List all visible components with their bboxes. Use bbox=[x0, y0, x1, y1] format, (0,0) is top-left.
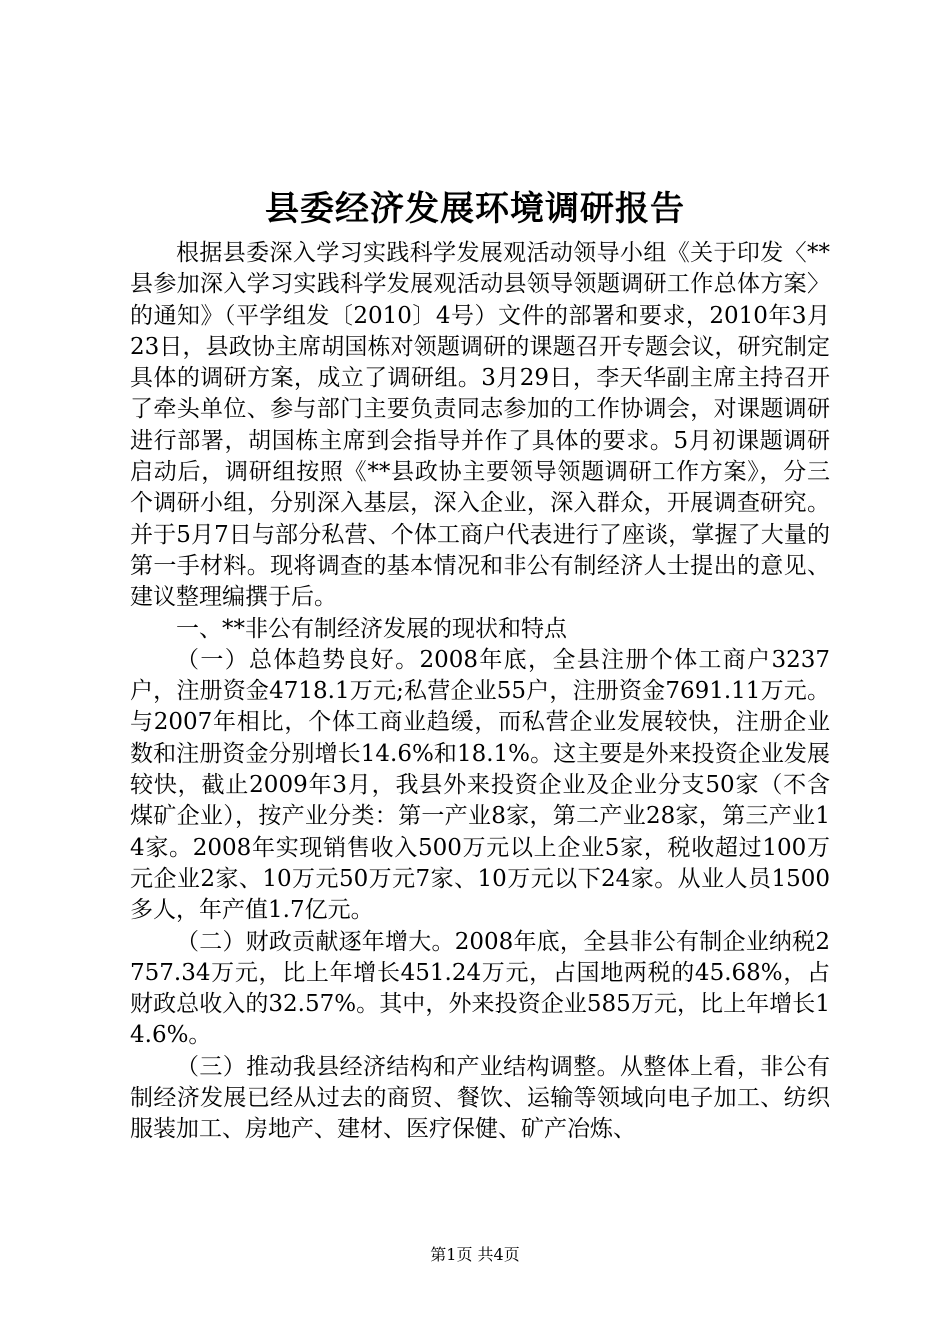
page-footer: 第1页 共4页 bbox=[430, 1245, 520, 1264]
paragraph-structure-adjustment: （三）推动我县经济结构和产业结构调整。从整体上看，非公有制经济发展已经从过去的商贸、餐饮、运输等领域向电子加工、纺织服装加工、房地产、建材、医疗保健、矿产冶炼、 bbox=[130, 1053, 830, 1143]
document-title: 县委经济发展环境调研报告 bbox=[265, 189, 685, 229]
document-body bbox=[130, 238, 830, 1146]
paragraph-overall-trend: （一）总体趋势良好。2008年底，全县注册个体工商户3237户，注册资金4718.1万元;私营企业55户，注册资金7691.11万元。与2007年相比，个体工商业趋缓，而私营企业发展较快，注册企业数和注册资金分别增长14.6%和18.1%。这主要是外来投资企业发展较快，截止2009年3月，我县外来投资企业及企业分支50家（不含煤矿企业），按产业分类：第一产业8家，第二产业28家，第三产业14家。2008年实现销售收入500万元以上企业5家，税收超过100万元企业2家、10万元50万元7家、10万元以下24家。从业人员1500多人，年产值1.7亿元。 bbox=[130, 646, 830, 924]
paragraph-fiscal-contribution: （二）财政贡献逐年增大。2008年底，全县非公有制企业纳税2757.34万元，比上年增长451.24万元，占国地两税的45.68%，占财政总收入的32.57%。其中，外来投资企业585万元，比上年增长14.6%。 bbox=[130, 928, 830, 1049]
paragraph-intro: 根据县委深入学习实践科学发展观活动领导小组《关于印发〈**县参加深入学习实践科学发展观活动县领导领题调研工作总体方案〉的通知》（平学组发〔2010〕4号）文件的部署和要求，2010年3月23日，县政协主席胡国栋对领题调研的课题召开专题会议，研究制定具体的调研方案，成立了调研组。3月29日，李天华副主席主持召开了牵头单位、参与部门主要负责同志参加的工作协调会，对课题调研进行部署，胡国栋主席到会指导并作了具体的要求。5月初课题调研启动后，调研组按照《**县政协主要领导领题调研工作方案》，分三个调研小组，分别深入基层，深入企业，深入群众，开展调查研究。并于5月7日与部分私营、个体工商户代表进行了座谈，掌握了大量的第一手材料。现将调查的基本情况和非公有制经济人士提出的意见、建议整理编撰于后。 bbox=[130, 240, 830, 611]
section-heading: 一、**非公有制经济发展的现状和特点 bbox=[176, 615, 567, 642]
